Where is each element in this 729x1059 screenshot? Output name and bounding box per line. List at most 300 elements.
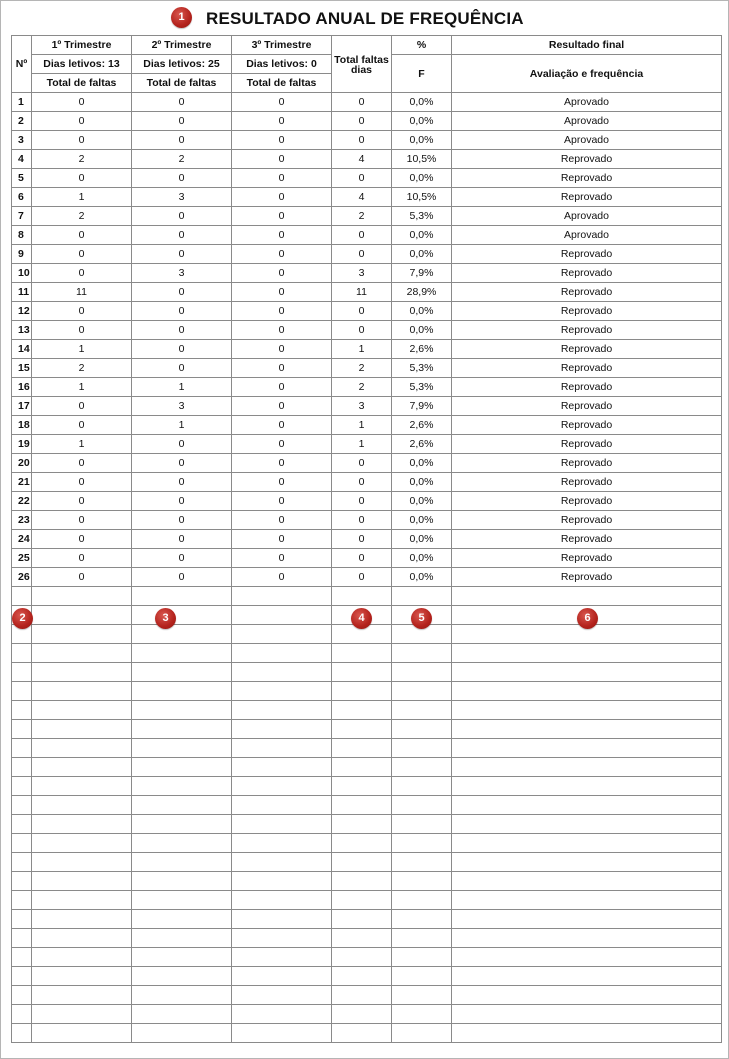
faltas-t3: 0 (232, 112, 332, 131)
empty-cell (132, 929, 232, 948)
faltas-t2: 0 (132, 302, 232, 321)
empty-cell (132, 1005, 232, 1024)
empty-cell (32, 739, 132, 758)
row-number: 4 (12, 150, 32, 169)
empty-cell (332, 986, 392, 1005)
resultado: Reprovado (452, 340, 722, 359)
empty-cell (12, 644, 32, 663)
table-row (12, 435, 722, 454)
row-number: 9 (12, 245, 32, 264)
table-row (12, 302, 722, 321)
empty-row (12, 701, 722, 720)
empty-cell (232, 929, 332, 948)
empty-cell (12, 587, 32, 606)
percent: 7,9% (392, 264, 452, 283)
empty-cell (12, 1005, 32, 1024)
empty-cell (332, 967, 392, 986)
empty-row (12, 929, 722, 948)
empty-cell (392, 663, 452, 682)
empty-cell (132, 834, 232, 853)
faltas-t1: 0 (32, 112, 132, 131)
empty-cell (12, 910, 32, 929)
faltas-t3: 0 (232, 245, 332, 264)
empty-cell (232, 739, 332, 758)
faltas-t3: 0 (232, 530, 332, 549)
row-number: 16 (12, 378, 32, 397)
empty-row (12, 986, 722, 1005)
empty-cell (452, 777, 722, 796)
empty-cell (232, 1005, 332, 1024)
empty-cell (452, 587, 722, 606)
empty-cell (12, 701, 32, 720)
row-number: 19 (12, 435, 32, 454)
resultado: Reprovado (452, 416, 722, 435)
faltas-t1: 0 (32, 245, 132, 264)
header-trimestre-2: 2º Trimestre (132, 36, 232, 55)
total-faltas: 4 (332, 150, 392, 169)
faltas-t3: 0 (232, 264, 332, 283)
resultado: Reprovado (452, 321, 722, 340)
empty-row (12, 777, 722, 796)
empty-cell (452, 720, 722, 739)
percent: 10,5% (392, 188, 452, 207)
attendance-table (11, 35, 722, 1043)
empty-cell (392, 929, 452, 948)
empty-cell (12, 834, 32, 853)
empty-cell (132, 967, 232, 986)
table-row (12, 378, 722, 397)
faltas-t3: 0 (232, 549, 332, 568)
resultado: Reprovado (452, 530, 722, 549)
empty-cell (32, 720, 132, 739)
empty-cell (132, 758, 232, 777)
empty-cell (32, 815, 132, 834)
faltas-t3: 0 (232, 397, 332, 416)
empty-cell (12, 853, 32, 872)
total-faltas: 0 (332, 549, 392, 568)
total-faltas: 4 (332, 188, 392, 207)
header-row-1 (12, 36, 722, 55)
empty-cell (332, 758, 392, 777)
percent: 0,0% (392, 454, 452, 473)
row-number: 15 (12, 359, 32, 378)
row-number: 8 (12, 226, 32, 245)
faltas-t3: 0 (232, 359, 332, 378)
total-faltas: 0 (332, 302, 392, 321)
header-dias-letivos-3: Dias letivos: 0 (232, 55, 332, 74)
empty-row (12, 891, 722, 910)
marker-5: 5 (411, 608, 432, 629)
empty-cell (32, 891, 132, 910)
faltas-t2: 0 (132, 473, 232, 492)
faltas-t3: 0 (232, 283, 332, 302)
faltas-t2: 0 (132, 207, 232, 226)
faltas-t1: 0 (32, 530, 132, 549)
empty-cell (132, 891, 232, 910)
row-number: 26 (12, 568, 32, 587)
empty-cell (132, 625, 232, 644)
empty-cell (232, 967, 332, 986)
empty-cell (452, 1024, 722, 1043)
empty-cell (332, 739, 392, 758)
faltas-t3: 0 (232, 473, 332, 492)
resultado: Aprovado (452, 112, 722, 131)
faltas-t1: 1 (32, 435, 132, 454)
faltas-t3: 0 (232, 340, 332, 359)
resultado: Reprovado (452, 302, 722, 321)
page-title: RESULTADO ANUAL DE FREQUÊNCIA (206, 9, 524, 28)
empty-cell (452, 910, 722, 929)
empty-cell (332, 834, 392, 853)
header-trimestre-3: 3º Trimestre (232, 36, 332, 55)
faltas-t2: 0 (132, 226, 232, 245)
empty-cell (12, 1024, 32, 1043)
faltas-t2: 0 (132, 454, 232, 473)
empty-cell (452, 948, 722, 967)
empty-cell (32, 777, 132, 796)
empty-cell (232, 910, 332, 929)
faltas-t3: 0 (232, 169, 332, 188)
total-faltas: 0 (332, 169, 392, 188)
total-faltas: 0 (332, 492, 392, 511)
resultado: Reprovado (452, 511, 722, 530)
percent: 0,0% (392, 245, 452, 264)
empty-row (12, 796, 722, 815)
total-faltas: 2 (332, 359, 392, 378)
empty-cell (12, 720, 32, 739)
empty-cell (232, 587, 332, 606)
percent: 0,0% (392, 93, 452, 112)
empty-cell (332, 1024, 392, 1043)
empty-cell (392, 986, 452, 1005)
empty-cell (32, 910, 132, 929)
table-row (12, 568, 722, 587)
faltas-t1: 1 (32, 340, 132, 359)
empty-cell (232, 948, 332, 967)
percent: 5,3% (392, 378, 452, 397)
empty-cell (452, 1005, 722, 1024)
header-dias-letivos-1: Dias letivos: 13 (32, 55, 132, 74)
total-faltas: 0 (332, 511, 392, 530)
percent: 0,0% (392, 492, 452, 511)
empty-cell (132, 739, 232, 758)
faltas-t2: 0 (132, 568, 232, 587)
row-number: 3 (12, 131, 32, 150)
empty-cell (392, 891, 452, 910)
percent: 2,6% (392, 340, 452, 359)
faltas-t1: 0 (32, 454, 132, 473)
percent: 0,0% (392, 302, 452, 321)
resultado: Reprovado (452, 568, 722, 587)
empty-cell (32, 663, 132, 682)
header-resultado-final: Resultado final (452, 36, 722, 55)
table-row (12, 188, 722, 207)
empty-cell (12, 986, 32, 1005)
faltas-t3: 0 (232, 454, 332, 473)
faltas-t2: 1 (132, 416, 232, 435)
total-faltas: 0 (332, 321, 392, 340)
percent: 5,3% (392, 359, 452, 378)
row-number: 25 (12, 549, 32, 568)
empty-cell (12, 815, 32, 834)
empty-cell (32, 967, 132, 986)
table-row (12, 112, 722, 131)
empty-cell (392, 682, 452, 701)
empty-cell (452, 891, 722, 910)
empty-row (12, 682, 722, 701)
empty-cell (452, 967, 722, 986)
empty-cell (32, 948, 132, 967)
empty-cell (452, 796, 722, 815)
empty-cell (332, 872, 392, 891)
empty-cell (392, 834, 452, 853)
header-dias-letivos-2: Dias letivos: 25 (132, 55, 232, 74)
header-trimestre-1: 1º Trimestre (32, 36, 132, 55)
empty-cell (392, 720, 452, 739)
percent: 2,6% (392, 416, 452, 435)
total-faltas: 0 (332, 454, 392, 473)
faltas-t3: 0 (232, 188, 332, 207)
empty-cell (332, 910, 392, 929)
table-row (12, 492, 722, 511)
total-faltas: 0 (332, 93, 392, 112)
resultado: Reprovado (452, 435, 722, 454)
empty-cell (232, 663, 332, 682)
row-number: 1 (12, 93, 32, 112)
empty-cell (452, 739, 722, 758)
percent: 0,0% (392, 112, 452, 131)
empty-cell (452, 834, 722, 853)
header-f: F (392, 55, 452, 93)
percent: 10,5% (392, 150, 452, 169)
empty-cell (232, 682, 332, 701)
faltas-t1: 0 (32, 568, 132, 587)
empty-cell (132, 910, 232, 929)
resultado: Reprovado (452, 378, 722, 397)
empty-cell (12, 758, 32, 777)
row-number: 21 (12, 473, 32, 492)
resultado: Aprovado (452, 226, 722, 245)
resultado: Reprovado (452, 549, 722, 568)
row-number: 7 (12, 207, 32, 226)
empty-cell (32, 1005, 132, 1024)
resultado: Reprovado (452, 397, 722, 416)
marker-6: 6 (577, 608, 598, 629)
header-avaliacao: Avaliação e frequência (452, 55, 722, 93)
empty-cell (392, 1024, 452, 1043)
faltas-t3: 0 (232, 378, 332, 397)
faltas-t3: 0 (232, 131, 332, 150)
empty-row (12, 720, 722, 739)
row-number: 13 (12, 321, 32, 340)
empty-cell (132, 720, 232, 739)
empty-cell (392, 777, 452, 796)
empty-cell (32, 834, 132, 853)
empty-cell (452, 701, 722, 720)
percent: 0,0% (392, 321, 452, 340)
header-total-faltas-1: Total de faltas (32, 74, 132, 93)
empty-cell (392, 796, 452, 815)
faltas-t1: 0 (32, 264, 132, 283)
empty-cell (32, 625, 132, 644)
empty-cell (392, 853, 452, 872)
percent: 2,6% (392, 435, 452, 454)
table-row (12, 416, 722, 435)
empty-cell (12, 872, 32, 891)
resultado: Reprovado (452, 359, 722, 378)
faltas-t1: 0 (32, 511, 132, 530)
table-row (12, 245, 722, 264)
percent: 0,0% (392, 549, 452, 568)
total-faltas: 3 (332, 264, 392, 283)
resultado: Aprovado (452, 93, 722, 112)
faltas-t2: 2 (132, 150, 232, 169)
table-row (12, 359, 722, 378)
resultado: Aprovado (452, 131, 722, 150)
faltas-t1: 0 (32, 93, 132, 112)
empty-cell (332, 891, 392, 910)
resultado: Reprovado (452, 283, 722, 302)
table-row (12, 283, 722, 302)
empty-cell (232, 796, 332, 815)
faltas-t2: 0 (132, 530, 232, 549)
row-number: 10 (12, 264, 32, 283)
empty-cell (132, 796, 232, 815)
empty-cell (132, 986, 232, 1005)
empty-row (12, 1005, 722, 1024)
faltas-t1: 0 (32, 131, 132, 150)
empty-cell (32, 986, 132, 1005)
row-number: 2 (12, 112, 32, 131)
percent: 0,0% (392, 530, 452, 549)
empty-cell (452, 929, 722, 948)
empty-cell (32, 758, 132, 777)
faltas-t3: 0 (232, 93, 332, 112)
faltas-t3: 0 (232, 492, 332, 511)
empty-cell (232, 644, 332, 663)
empty-cell (132, 777, 232, 796)
row-number: 11 (12, 283, 32, 302)
table-row (12, 530, 722, 549)
percent: 5,3% (392, 207, 452, 226)
faltas-t2: 3 (132, 188, 232, 207)
faltas-t1: 0 (32, 226, 132, 245)
faltas-t1: 2 (32, 207, 132, 226)
table-row (12, 207, 722, 226)
empty-cell (12, 777, 32, 796)
faltas-t2: 1 (132, 378, 232, 397)
empty-row (12, 587, 722, 606)
empty-cell (12, 796, 32, 815)
marker-3: 3 (155, 608, 176, 629)
faltas-t3: 0 (232, 226, 332, 245)
total-faltas: 0 (332, 245, 392, 264)
empty-cell (32, 796, 132, 815)
empty-cell (332, 701, 392, 720)
row-number: 22 (12, 492, 32, 511)
total-faltas: 2 (332, 207, 392, 226)
empty-cell (392, 967, 452, 986)
faltas-t1: 0 (32, 169, 132, 188)
empty-row (12, 758, 722, 777)
faltas-t2: 0 (132, 549, 232, 568)
empty-row (12, 663, 722, 682)
row-number: 23 (12, 511, 32, 530)
percent: 0,0% (392, 169, 452, 188)
table-row (12, 454, 722, 473)
empty-cell (32, 682, 132, 701)
empty-cell (32, 644, 132, 663)
empty-cell (132, 606, 232, 625)
percent: 0,0% (392, 511, 452, 530)
percent: 7,9% (392, 397, 452, 416)
empty-cell (332, 796, 392, 815)
table-row (12, 264, 722, 283)
empty-row (12, 815, 722, 834)
empty-cell (332, 1005, 392, 1024)
empty-cell (232, 625, 332, 644)
empty-cell (232, 853, 332, 872)
empty-cell (32, 1024, 132, 1043)
table-row (12, 511, 722, 530)
resultado: Reprovado (452, 473, 722, 492)
empty-cell (232, 872, 332, 891)
total-faltas: 0 (332, 131, 392, 150)
empty-cell (132, 663, 232, 682)
empty-cell (132, 815, 232, 834)
empty-cell (12, 663, 32, 682)
empty-cell (332, 682, 392, 701)
table-row (12, 150, 722, 169)
faltas-t2: 0 (132, 321, 232, 340)
header-percent: % (392, 36, 452, 55)
table-row (12, 340, 722, 359)
empty-row (12, 1024, 722, 1043)
row-number: 12 (12, 302, 32, 321)
empty-cell (32, 929, 132, 948)
marker-4: 4 (351, 608, 372, 629)
empty-cell (232, 758, 332, 777)
faltas-t2: 0 (132, 169, 232, 188)
total-faltas: 1 (332, 435, 392, 454)
empty-row (12, 644, 722, 663)
resultado: Reprovado (452, 245, 722, 264)
total-faltas: 0 (332, 568, 392, 587)
empty-cell (392, 739, 452, 758)
resultado: Reprovado (452, 188, 722, 207)
total-faltas: 0 (332, 530, 392, 549)
total-faltas: 1 (332, 416, 392, 435)
faltas-t3: 0 (232, 321, 332, 340)
table-row (12, 321, 722, 340)
table-row (12, 549, 722, 568)
empty-row (12, 739, 722, 758)
table-row (12, 473, 722, 492)
row-number: 14 (12, 340, 32, 359)
empty-cell (232, 1024, 332, 1043)
empty-cell (452, 872, 722, 891)
table-row (12, 93, 722, 112)
empty-cell (392, 701, 452, 720)
resultado: Reprovado (452, 492, 722, 511)
empty-cell (232, 986, 332, 1005)
faltas-t1: 2 (32, 150, 132, 169)
faltas-t3: 0 (232, 207, 332, 226)
faltas-t2: 0 (132, 511, 232, 530)
total-faltas: 0 (332, 112, 392, 131)
empty-cell (332, 777, 392, 796)
empty-row (12, 853, 722, 872)
